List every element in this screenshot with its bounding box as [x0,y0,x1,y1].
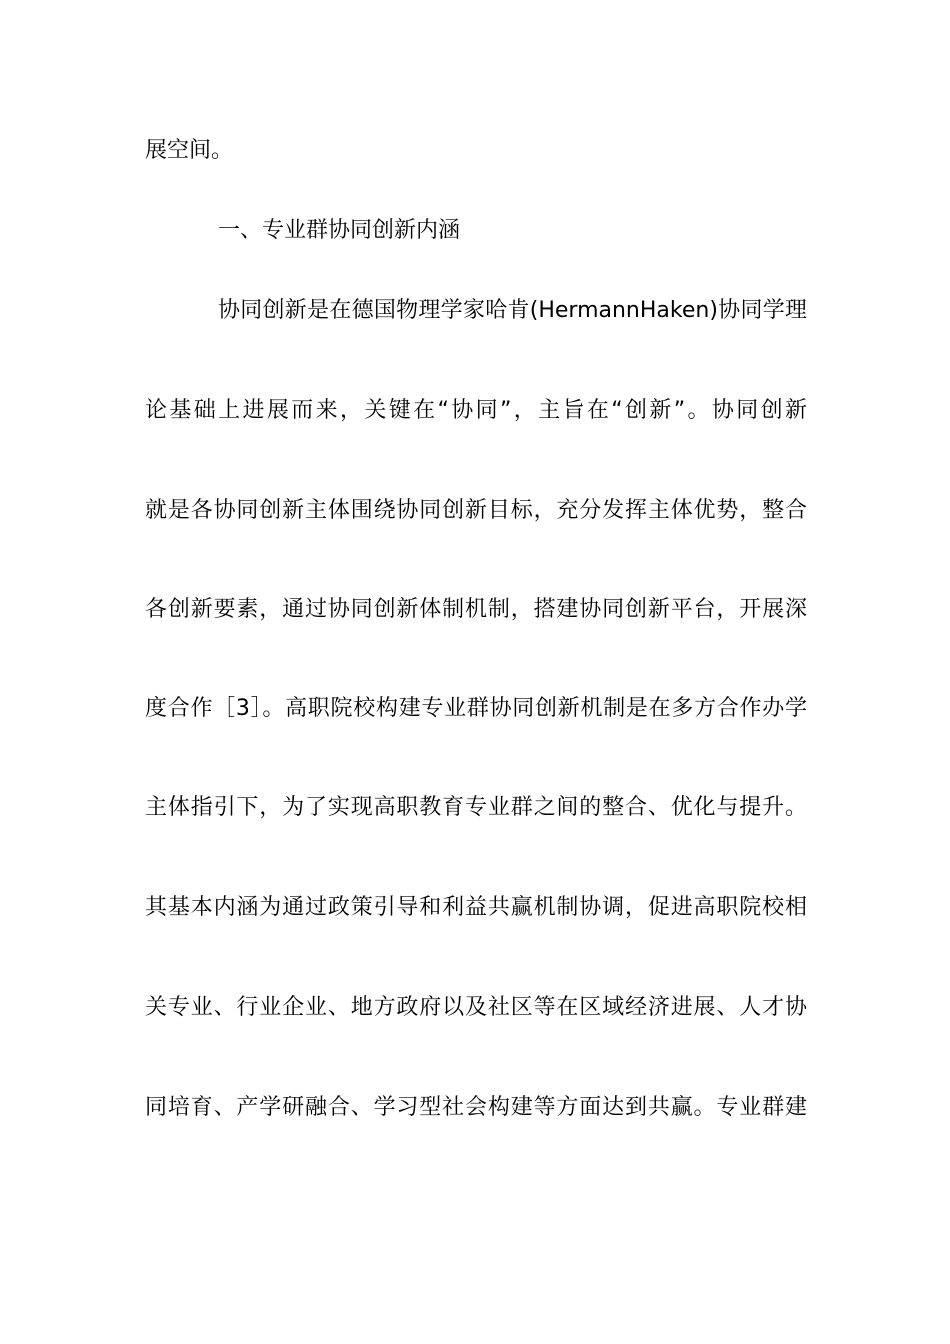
paragraph-line: 各创新要素，通过协同创新体制机制，搭建协同创新平台，开展深 [145,597,807,622]
paragraph-line: 论基础上进展而来，关键在“协同”，主旨在“创新”。协同创新 [145,398,807,423]
paragraph-line: 就是各协同创新主体围绕协同创新目标，充分发挥主体优势，整合 [145,498,807,523]
paragraph-line: 主体指引下，为了实现高职教育专业群之间的整合、优化与提升。 [145,795,807,820]
paragraph-line: 同培育、产学研融合、学习型社会构建等方面达到共赢。专业群建 [145,1095,807,1120]
paragraph-line: 度合作［3］。高职院校构建专业群协同创新机制是在多方合作办学 [145,696,807,721]
paragraph-line: 其基本内涵为通过政策引导和利益共赢机制协调，促进高职院校相 [145,895,807,920]
section-heading: 一、专业群协同创新内涵 [218,218,461,243]
paragraph-line-continuation: 展空间。 [145,138,234,163]
paragraph-line: 协同创新是在德国物理学家哈肯(HermannHaken)协同学理 [218,298,807,323]
paragraph-line: 关专业、行业企业、地方政府以及社区等在区域经济进展、人才协 [145,995,807,1020]
